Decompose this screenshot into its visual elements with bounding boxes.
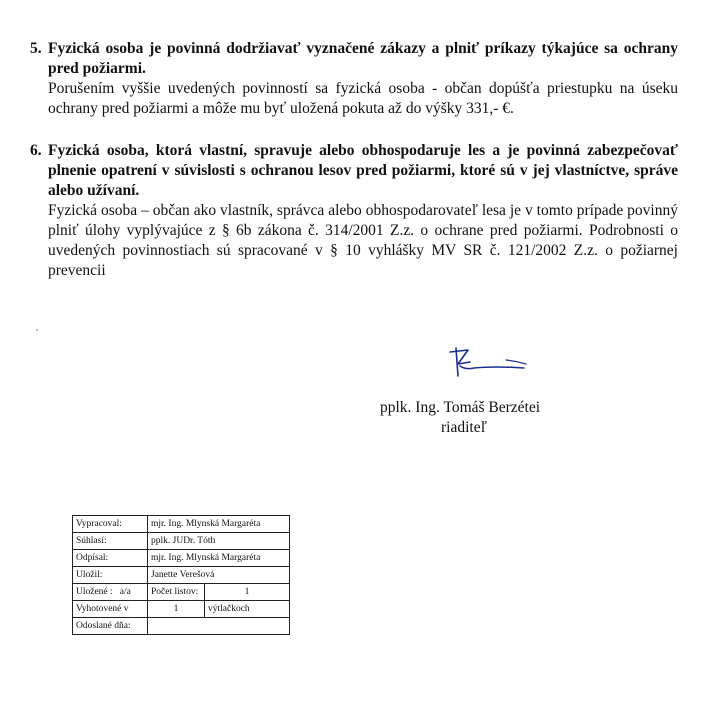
table-row [73, 567, 290, 584]
handwritten-signature [446, 346, 536, 382]
table-cell-label: Odpísal: [73, 550, 148, 567]
table-cell-value: mjr. Ing. Mlynská Margaréta [148, 550, 290, 567]
signatory-name: pplk. Ing. Tomáš Berzétei [380, 399, 541, 416]
table-cell-label: Odoslané dňa: [73, 618, 148, 635]
item-heading: Fyzická osoba je povinná dodržiavať vyznačené zákazy a plniť príkazy týkajúce sa ochrany pred požiarmi. [48, 40, 678, 77]
table-cell-value: mjr. Ing. Mlynská Margaréta [148, 516, 290, 533]
item-text: Fyzická osoba – občan ako vlastník, správca alebo obhospodarovateľ lesa je v tomto prípade povinný plniť úlohy vyplývajúce z § 6b zákona č. 314/2001 Z.z. o ochrane pred požiarmi. Podrobnosti o uvedených povinnostiach sú spracované v § 10 vyhlášky MV SR č. 121/2002 Z.z. o požiarnej prevencii [48, 202, 678, 279]
item-text: Porušením vyššie uvedených povinností sa fyzická osoba - občan dopúšťa priestupku na úseku ochrany pred požiarmi a môže mu byť uložená pokuta až do výšky 331,- €. [48, 80, 678, 117]
scan-speck [36, 329, 38, 331]
table-cell-value: Janette Verešová [148, 567, 290, 584]
table-cell-label: Vyhotovené v [73, 601, 148, 618]
ulozene-label: Uložené : [76, 587, 113, 597]
table-row [73, 550, 290, 567]
table-row [73, 533, 290, 550]
table-cell-label: Súhlasí: [73, 533, 148, 550]
section-item-5 [30, 39, 678, 119]
item-number: 5. [30, 40, 42, 57]
table-cell-label: Vypracoval: [73, 516, 148, 533]
ulozene-value: a/a [119, 587, 131, 597]
table-cell-value: pplk. JUDr. Tóth [148, 533, 290, 550]
table-cell-value [148, 618, 290, 635]
item-number: 6. [30, 142, 42, 159]
item-heading: Fyzická osoba, ktorá vlastní, spravuje alebo obhospodaruje les a je povinná zabezpečovať plnenie opatrení v súvislosti s ochranou lesov pred požiarmi, ktoré sú v jej vlastníctve, správe alebo užívaní. [48, 142, 678, 199]
table-cell-label: výtlačkoch [205, 601, 290, 618]
signatory-role: riaditeľ [441, 419, 487, 436]
table-cell-value: 1 [148, 601, 205, 618]
table-cell-value: 1 [205, 584, 290, 601]
table-cell-label: Uložil: [73, 567, 148, 584]
table-row [73, 618, 290, 635]
table-row [73, 601, 290, 618]
table-cell-label [73, 584, 148, 601]
table-row [73, 584, 290, 601]
table-row [73, 516, 290, 533]
record-table [72, 515, 290, 635]
section-item-6 [30, 141, 678, 281]
table-cell-label: Počet listov: [148, 584, 205, 601]
